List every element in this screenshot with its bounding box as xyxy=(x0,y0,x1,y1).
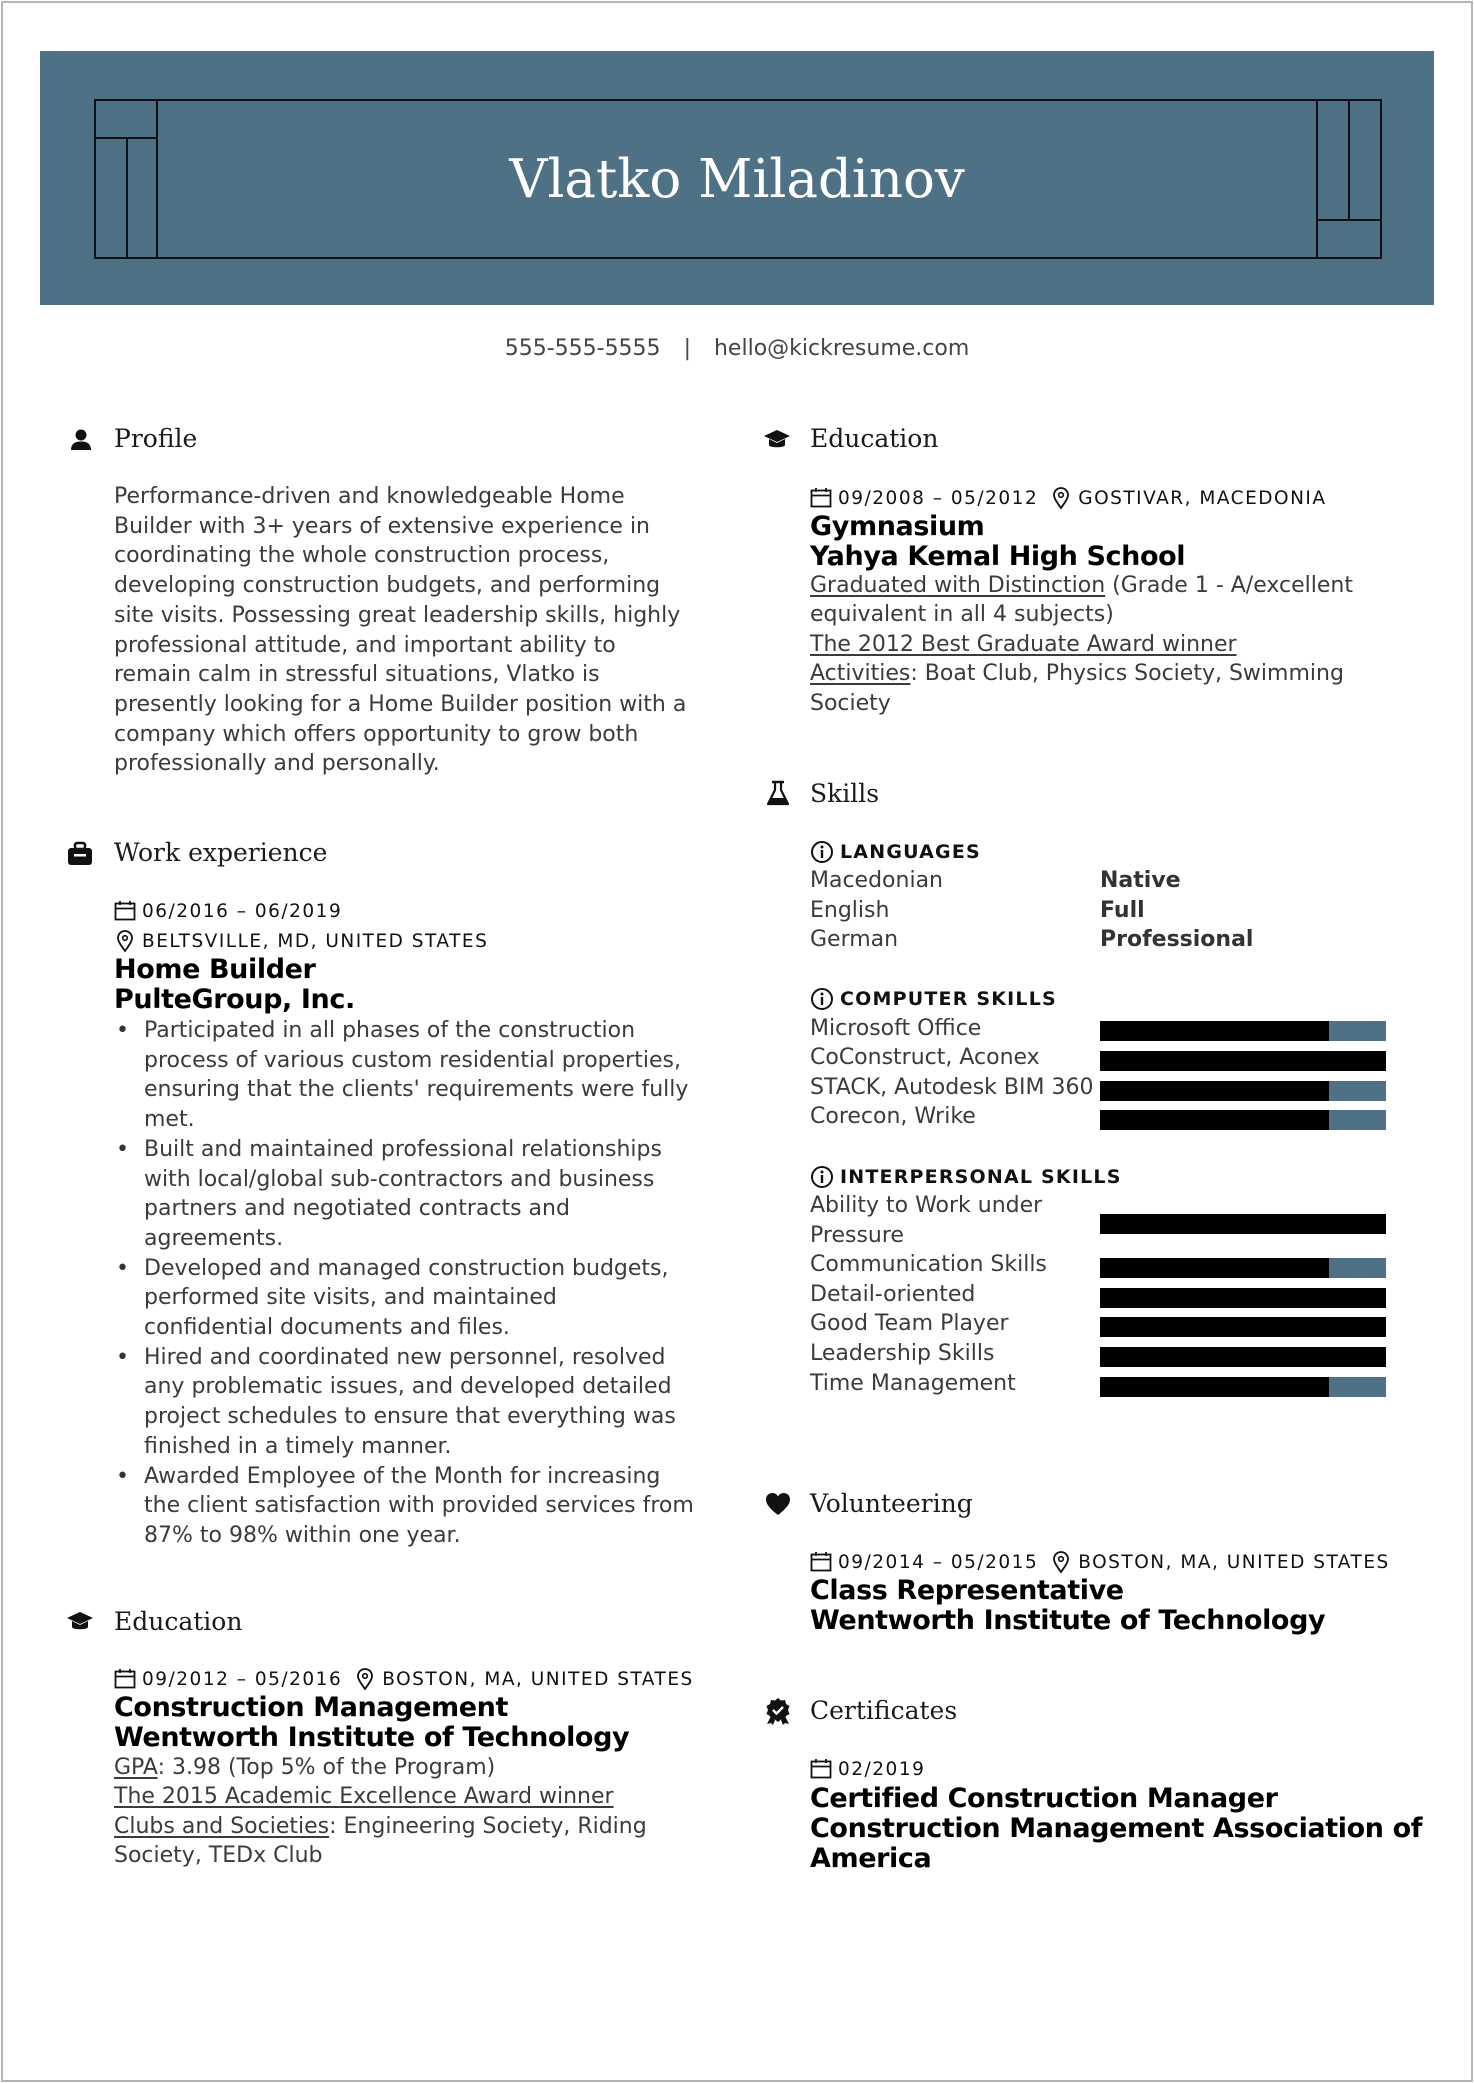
education-right-dates-location: 09/2008 – 05/2012 GOSTIVAR, MACEDONIA xyxy=(810,486,1327,510)
list-item: • Developed and managed construction budgets, performed site visits, and maintained confidential documents and files. xyxy=(114,1254,714,1343)
certificate-date: 02/2019 xyxy=(810,1758,925,1780)
skill-level-bar xyxy=(1100,1347,1386,1367)
location-pin-icon xyxy=(114,929,136,953)
computer-skill-name: Corecon, Wrike xyxy=(810,1104,976,1129)
education-right-activities: Activities: Boat Club, Physics Society, Swimming xyxy=(810,661,1344,686)
certificate-org-cont: America xyxy=(810,1843,932,1874)
interpersonal-skill-name: Time Management xyxy=(810,1371,1016,1396)
interpersonal-skill-name: Communication Skills xyxy=(810,1252,1047,1277)
certificate-title: Certified Construction Manager xyxy=(810,1783,1278,1814)
skill-level-bar xyxy=(1100,1377,1386,1397)
list-item: • Hired and coordinated new personnel, resolved any problematic issues, and developed detailed project schedules to ensure that everything was finished in a timely manner. xyxy=(114,1343,714,1462)
volunteering-org: Wentworth Institute of Technology xyxy=(810,1605,1326,1636)
person-icon xyxy=(67,426,95,454)
education-dates-location: 09/2012 – 05/2016 BOSTON, MA, UNITED STATES xyxy=(114,1667,694,1691)
work-company: PulteGroup, Inc. xyxy=(114,984,355,1015)
graduation-cap-icon xyxy=(66,1608,94,1636)
skill-level-bar xyxy=(1100,1081,1386,1101)
education-right-school: Yahya Kemal High School xyxy=(810,541,1186,572)
work-bullet-list xyxy=(114,1016,714,1551)
info-icon xyxy=(810,840,834,864)
education-right-award: The 2012 Best Graduate Award winner xyxy=(810,632,1237,657)
skill-level-bar xyxy=(1100,1110,1386,1130)
education-degree: Construction Management xyxy=(114,1692,508,1723)
profile-summary: Performance-driven and knowledgeable Home Builder with 3+ years of extensive experience in coordinating the whole construction process, developing construction budgets, and performing site visits. Possessing great leadership skills, highly professional attitude, and important ability to remain calm in stressful situations, Vlatko is presently looking for a Home Builder position with a company which offers opportunity to grow both professionally and personally. xyxy=(114,484,687,777)
work-heading: Work experience xyxy=(114,838,328,867)
contact-line xyxy=(0,336,1474,361)
profile-heading: Profile xyxy=(114,424,198,453)
header-banner xyxy=(40,51,1434,305)
education-heading-right: Education xyxy=(810,424,939,453)
location-pin-icon xyxy=(1050,1550,1072,1574)
calendar-icon xyxy=(114,900,136,922)
volunteering-heading: Volunteering xyxy=(810,1489,973,1518)
language-name: English xyxy=(810,898,890,923)
language-level: Full xyxy=(1100,898,1145,923)
language-level: Professional xyxy=(1100,927,1254,952)
location-pin-icon xyxy=(354,1667,376,1691)
email-address[interactable]: hello@kickresume.com xyxy=(713,336,970,361)
briefcase-icon xyxy=(66,840,94,868)
certificate-org: Construction Management Association of xyxy=(810,1813,1423,1844)
contact-separator: | xyxy=(683,336,691,361)
education-right-activities-cont: Society xyxy=(810,691,891,716)
skill-level-bar xyxy=(1100,1288,1386,1308)
language-level: Native xyxy=(1100,868,1181,893)
skill-level-bar xyxy=(1100,1214,1386,1234)
education-award: The 2015 Academic Excellence Award winner xyxy=(114,1784,614,1809)
education-clubs-cont: Society, TEDx Club xyxy=(114,1843,323,1868)
interpersonal-skill-name: Leadership Skills xyxy=(810,1341,995,1366)
language-name: Macedonian xyxy=(810,868,943,893)
calendar-icon xyxy=(114,1668,136,1690)
award-icon xyxy=(764,1697,792,1725)
calendar-icon xyxy=(810,1551,832,1573)
list-item: • Awarded Employee of the Month for increasing the client satisfaction with provided services from 87% to 98% within one year. xyxy=(114,1462,714,1551)
education-right-distinction-cont: equivalent in all 4 subjects) xyxy=(810,602,1114,627)
skill-level-bar xyxy=(1100,1021,1386,1041)
skills-heading: Skills xyxy=(810,779,880,808)
graduation-cap-icon xyxy=(763,426,791,454)
education-clubs: Clubs and Societies: Engineering Society, Riding xyxy=(114,1814,647,1839)
candidate-name: Vlatko Miladinov xyxy=(509,149,965,210)
skill-level-bar xyxy=(1100,1317,1386,1337)
languages-heading: LANGUAGES xyxy=(810,840,981,864)
work-job-title: Home Builder xyxy=(114,954,316,985)
computer-skill-name: Microsoft Office xyxy=(810,1016,982,1041)
language-name: German xyxy=(810,927,899,952)
heart-icon xyxy=(764,1490,792,1518)
interpersonal-skill-name: Detail-oriented xyxy=(810,1282,976,1307)
education-right-title: Gymnasium xyxy=(810,511,985,542)
calendar-icon xyxy=(810,1758,832,1780)
computer-skill-name: STACK, Autodesk BIM 360 xyxy=(810,1075,1094,1100)
info-icon xyxy=(810,987,834,1011)
phone-number[interactable]: 555-555-5555 xyxy=(504,336,661,361)
computer-skills-heading: COMPUTER SKILLS xyxy=(810,987,1057,1011)
interpersonal-skill-name: Ability to Work under xyxy=(810,1193,1043,1218)
skill-level-bar xyxy=(1100,1258,1386,1278)
interpersonal-skill-name: Good Team Player xyxy=(810,1311,1009,1336)
location-pin-icon xyxy=(1050,486,1072,510)
education-right-distinction: Graduated with Distinction (Grade 1 - A/excellent xyxy=(810,573,1353,598)
skill-level-bar xyxy=(1100,1051,1386,1071)
list-item: • Participated in all phases of the construction process of various custom residential properties, ensuring that the clients' requirements were fully met. xyxy=(114,1016,714,1135)
work-dates: 06/2016 – 06/2019 xyxy=(114,900,342,922)
interpersonal-skills-heading: INTERPERSONAL SKILLS xyxy=(810,1165,1122,1189)
volunteering-dates-location: 09/2014 – 05/2015 BOSTON, MA, UNITED STATES xyxy=(810,1550,1390,1574)
work-location: BELTSVILLE, MD, UNITED STATES xyxy=(114,929,488,953)
computer-skill-name: CoConstruct, Aconex xyxy=(810,1045,1040,1070)
flask-icon xyxy=(764,779,792,807)
info-icon xyxy=(810,1165,834,1189)
education-gpa: GPA: 3.98 (Top 5% of the Program) xyxy=(114,1755,496,1780)
education-school: Wentworth Institute of Technology xyxy=(114,1722,630,1753)
volunteering-role: Class Representative xyxy=(810,1575,1124,1606)
certificates-heading: Certificates xyxy=(810,1696,958,1725)
interpersonal-skill-name-cont: Pressure xyxy=(810,1223,904,1248)
list-item: • Built and maintained professional relationships with local/global sub-contractors and business partners and negotiated contracts and agreements. xyxy=(114,1135,714,1254)
calendar-icon xyxy=(810,487,832,509)
education-heading: Education xyxy=(114,1607,243,1636)
